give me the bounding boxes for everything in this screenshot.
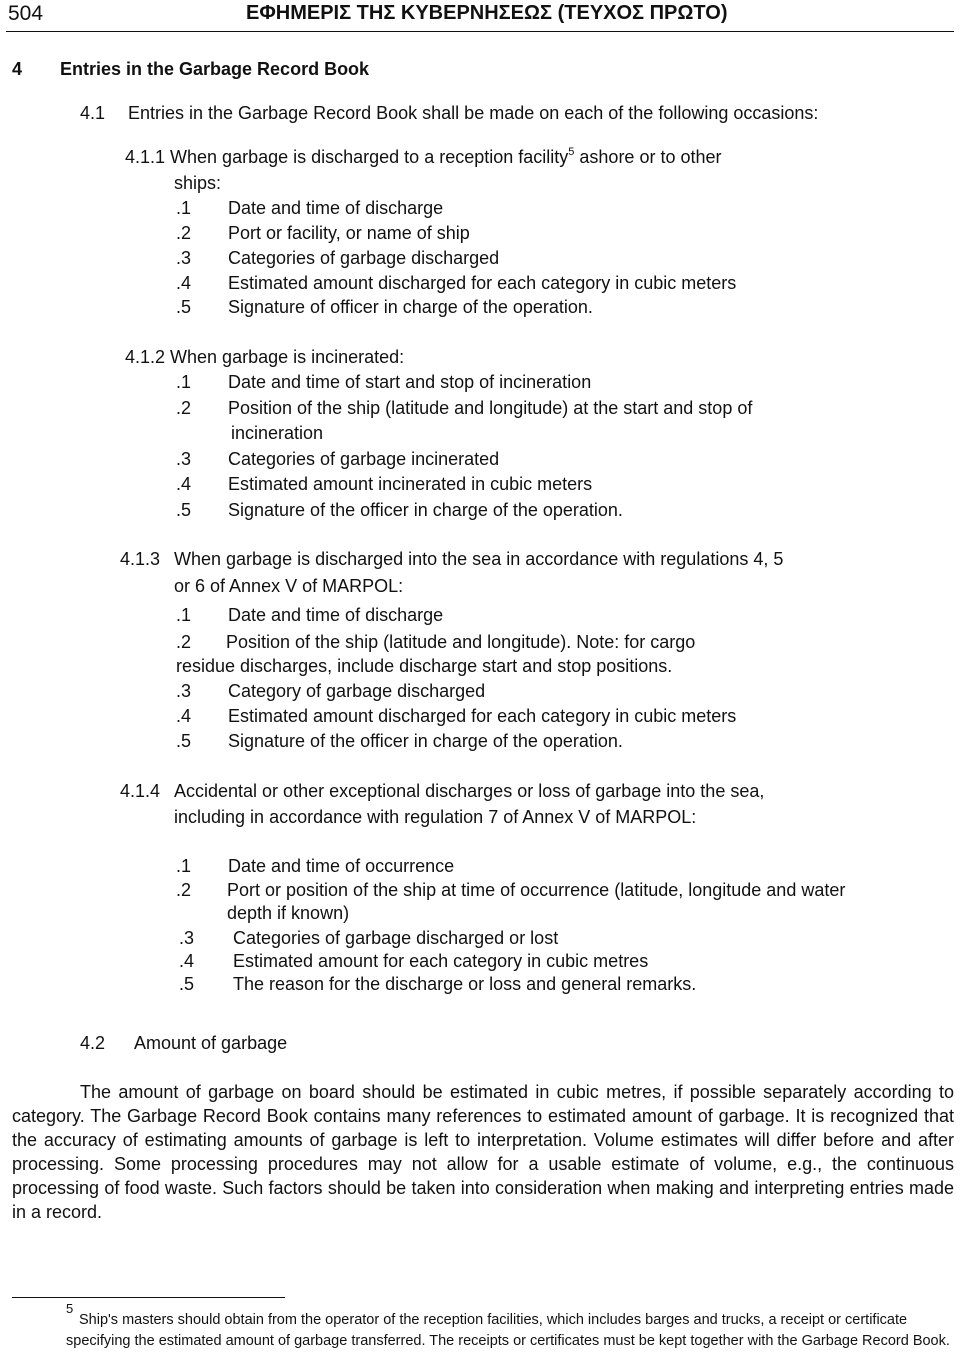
s411-item-text: Categories of garbage discharged bbox=[228, 248, 500, 268]
s413-item-text: Position of the ship (latitude and longitude). Note: for cargo bbox=[226, 632, 696, 652]
s411-item-text: Port or facility, or name of ship bbox=[228, 223, 470, 243]
s411-item-num: .2 bbox=[176, 223, 192, 243]
s42-first-word: The bbox=[80, 1082, 112, 1102]
page-number: 504 bbox=[8, 2, 44, 25]
s412-item-num: .2 bbox=[176, 398, 192, 418]
s414-item-text: Date and time of occurrence bbox=[228, 856, 455, 876]
s413-item-num: .5 bbox=[176, 731, 192, 751]
s414-item-num: .4 bbox=[179, 951, 195, 971]
s414-item-text: Categories of garbage discharged or lost bbox=[233, 928, 559, 948]
footnote-rule bbox=[12, 1297, 285, 1298]
s414-item-num: .5 bbox=[179, 974, 195, 994]
section-4-1-number: 4.1 bbox=[80, 103, 106, 123]
s412-item-text: Categories of garbage incinerated bbox=[228, 449, 500, 469]
s411-item-text: Date and time of discharge bbox=[228, 198, 444, 218]
s414-item-num: .3 bbox=[179, 928, 195, 948]
s413-item-text: Signature of the officer in charge of the operation. bbox=[228, 731, 623, 751]
s414-item-cont: depth if known) bbox=[227, 903, 350, 923]
s42-paragraph-text: amount of garbage on board should be estimated in cubic metres, if possible separately according to category. The Garbage Record Book contains many references to estimated amount of garbage. It is recognized that the accuracy of estimating amounts of garbage is left to interpretation. Volume estimates will differ before and after processing. Some processing procedures may not allow for a usable estimate of volume, e.g., the continuous processing of food waste. Such factors should be taken into consideration when making and interpreting entries made in a record. bbox=[12, 1082, 954, 1222]
s414-number: 4.1.4 bbox=[120, 781, 161, 801]
gazette-title: ΕΦΗΜΕΡΙΣ ΤΗΣ ΚΥΒΕΡΝΗΣΕΩΣ (ΤΕΥΧΟΣ ΠΡΩΤΟ) bbox=[246, 2, 728, 24]
s413-item-text: Category of garbage discharged bbox=[228, 681, 486, 701]
s42-number: 4.2 bbox=[80, 1033, 106, 1053]
footnote-text: Ship's masters should obtain from the operator of the reception facilities, which includes barges and trucks, a receipt or certificate specifying the estimated amount of garbage transferred. The receipts or certificates must be kept together with the Garbage Record Book. bbox=[66, 1312, 950, 1349]
s414-item-text: Estimated amount for each category in cubic metres bbox=[233, 951, 649, 971]
s413-heading-cont: or 6 of Annex V of MARPOL: bbox=[174, 576, 404, 596]
section-4-title: Entries in the Garbage Record Book bbox=[60, 59, 370, 79]
s412-item-text: Position of the ship (latitude and longitude) at the start and stop of bbox=[228, 398, 753, 418]
s414-item-text: Port or position of the ship at time of occurrence (latitude, longitude and water bbox=[227, 880, 846, 900]
s411-heading-end: ashore or to other bbox=[579, 147, 722, 167]
s412-item-num: .5 bbox=[176, 500, 192, 520]
s411-item-num: .3 bbox=[176, 248, 192, 268]
s412-item-cont: incineration bbox=[231, 423, 324, 443]
s411-item-num: .4 bbox=[176, 273, 192, 293]
section-4-number: 4 bbox=[12, 59, 23, 79]
s411-item-num: .1 bbox=[176, 198, 192, 218]
s412-item-num: .3 bbox=[176, 449, 192, 469]
s411-item-text: Signature of officer in charge of the operation. bbox=[228, 297, 593, 317]
s411-item-text: Estimated amount discharged for each category in cubic meters bbox=[228, 273, 737, 293]
s412-item-num: .4 bbox=[176, 474, 192, 494]
s413-item-num: .1 bbox=[176, 605, 192, 625]
s413-item-num: .3 bbox=[176, 681, 192, 701]
s42-paragraph bbox=[12, 1080, 954, 1224]
s411-heading bbox=[125, 146, 722, 168]
s42-title: Amount of garbage bbox=[134, 1033, 288, 1053]
s412-item-text: Date and time of start and stop of incineration bbox=[228, 372, 592, 392]
footnote-ref: 5 bbox=[568, 146, 575, 158]
s414-item-num: .1 bbox=[176, 856, 192, 876]
header-rule bbox=[6, 31, 954, 32]
s411-heading-cont: ships: bbox=[174, 173, 222, 193]
s412-item-num: .1 bbox=[176, 372, 192, 392]
s414-item-num: .2 bbox=[176, 880, 192, 900]
section-4-1-text: Entries in the Garbage Record Book shall be made on each of the following occasions: bbox=[128, 103, 819, 123]
s413-item-num: .2 bbox=[176, 632, 192, 652]
s413-item-text: Date and time of discharge bbox=[228, 605, 444, 625]
footnote-mark: 5 bbox=[66, 1301, 74, 1316]
s413-item-text: Estimated amount discharged for each category in cubic meters bbox=[228, 706, 737, 726]
s414-heading-cont: including in accordance with regulation 7 of Annex V of MARPOL: bbox=[174, 807, 697, 827]
s414-heading: Accidental or other exceptional discharges or loss of garbage into the sea, bbox=[174, 781, 765, 801]
s413-heading: When garbage is discharged into the sea in accordance with regulations 4, 5 bbox=[174, 549, 784, 569]
s411-heading-start: 4.1.1 When garbage is discharged to a reception facility bbox=[125, 147, 569, 167]
s413-item-cont: residue discharges, include discharge start and stop positions. bbox=[176, 656, 673, 676]
s412-heading: 4.1.2 When garbage is incinerated: bbox=[125, 347, 405, 367]
s413-number: 4.1.3 bbox=[120, 549, 161, 569]
s412-item-text: Signature of the officer in charge of the operation. bbox=[228, 500, 623, 520]
s412-item-text: Estimated amount incinerated in cubic meters bbox=[228, 474, 593, 494]
s414-item-text: The reason for the discharge or loss and general remarks. bbox=[233, 974, 697, 994]
s411-item-num: .5 bbox=[176, 297, 192, 317]
s413-item-num: .4 bbox=[176, 706, 192, 726]
